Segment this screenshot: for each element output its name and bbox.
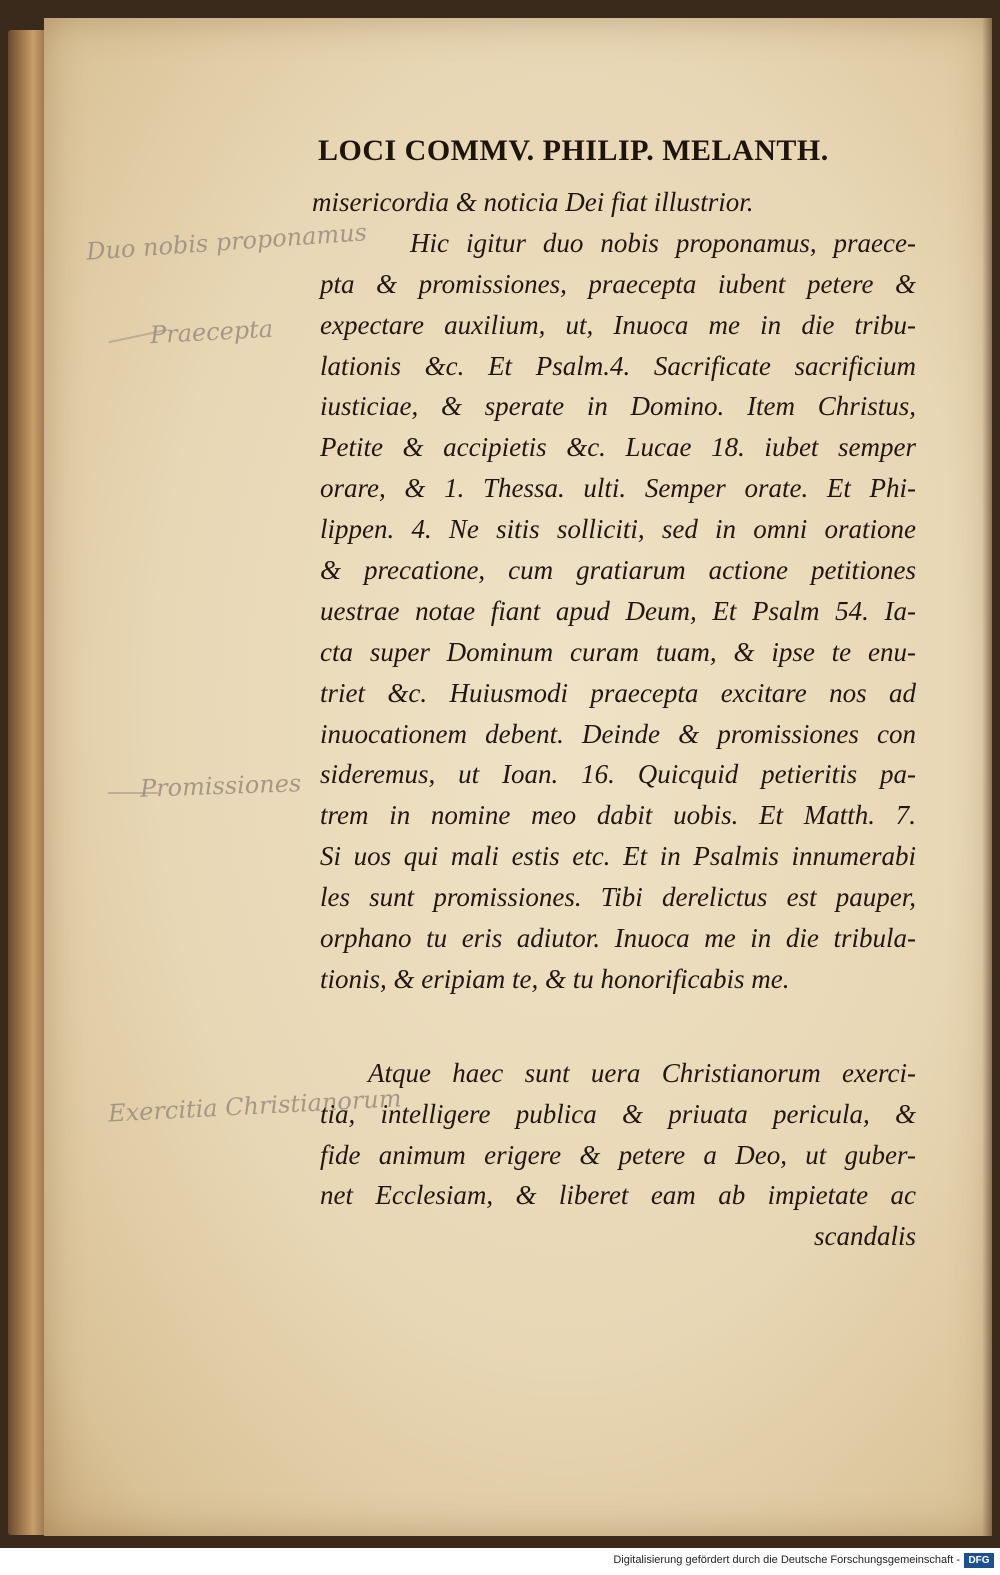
footer-credit: Digitalisierung gefördert durch die Deutsche Forschungsgemeinschaft -	[613, 1554, 960, 1566]
text-line: uestrae notae fiant apud Deum, Et Psalm 54. Ia-	[320, 595, 916, 626]
text-line: tionis, & eripiam te, & tu honorificabis me.	[320, 963, 790, 994]
dfg-logo-icon: DFG	[964, 1553, 994, 1568]
text-line: orphano tu eris adiutor. Inuoca me in die tribula-	[320, 923, 916, 954]
text-line: Hic igitur duo nobis proponamus, praece-	[410, 227, 916, 258]
marginal-note-1: Duo nobis proponamus	[85, 218, 368, 266]
text-line: lationis &c. Et Psalm.4. Sacrificate sacrificium	[320, 350, 916, 381]
marginal-note-2: Praecepta	[149, 314, 274, 350]
catchword: scandalis	[813, 1221, 916, 1252]
text-line: tia, intelligere publica & priuata pericula, &	[320, 1098, 916, 1129]
marginal-note-4: Exercitia Christianorum	[107, 1084, 403, 1128]
text-line: expectare auxilium, ut, Inuoca me in die tribu-	[320, 309, 916, 340]
text-line: les sunt promissiones. Tibi derelictus est pauper,	[320, 882, 916, 913]
marginal-note-3: Promissiones	[139, 769, 302, 803]
text-line: Atque haec sunt uera Christianorum exerci-	[368, 1057, 916, 1088]
text-line: net Ecclesiam, & liberet eam ab impietate ac	[320, 1180, 916, 1211]
text-line: misericordia & noticia Dei fiat illustrior.	[312, 187, 754, 217]
footer-bar	[0, 1548, 1000, 1575]
text-line: cta super Dominum curam tuam, & ipse te enu-	[320, 636, 916, 667]
text-line: Petite & accipietis &c. Lucae 18. iubet semper	[320, 432, 916, 463]
text-line: sideremus, ut Ioan. 16. Quicquid petieritis pa-	[320, 759, 916, 790]
running-header: LOCI COMMV. PHILIP. MELANTH.	[318, 134, 829, 167]
text-line: orare, & 1. Thessa. ulti. Semper orate. Et Phi-	[320, 473, 916, 504]
page-gutter-shadow	[982, 18, 992, 1536]
text-line: inuocationem debent. Deinde & promissiones con	[320, 718, 916, 749]
main-text	[276, 182, 916, 1257]
text-line: lippen. 4. Ne sitis solliciti, sed in omni oratione	[320, 514, 916, 545]
text-line: triet &c. Huiusmodi praecepta excitare nos ad	[320, 677, 916, 708]
text-line: Si uos qui mali estis etc. Et in Psalmis innumerabi	[320, 841, 916, 872]
text-line: fide animum erigere & petere a Deo, ut guber-	[320, 1139, 916, 1170]
text-line: & precatione, cum gratiarum actione petitiones	[320, 555, 916, 586]
text-line: iusticiae, & sperate in Domino. Item Christus,	[320, 391, 916, 422]
text-line: pta & promissiones, praecepta iubent petere &	[320, 268, 916, 299]
text-line: trem in nomine meo dabit uobis. Et Matth. 7.	[320, 800, 916, 831]
